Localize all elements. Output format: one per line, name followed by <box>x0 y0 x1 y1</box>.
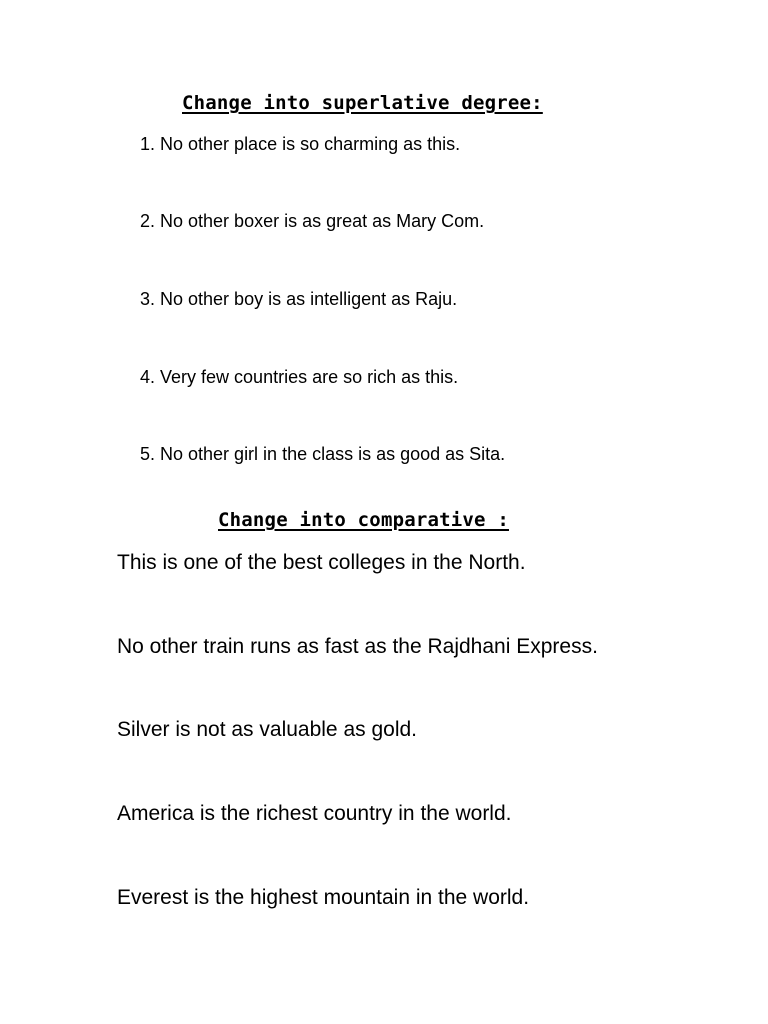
comparative-item: Everest is the highest mountain in the world. <box>117 886 530 909</box>
comparative-item: America is the richest country in the world. <box>117 802 512 825</box>
comparative-item: Silver is not as valuable as gold. <box>117 718 417 741</box>
superlative-item: 5. No other girl in the class is as good as Sita. <box>140 444 506 464</box>
comparative-item: No other train runs as fast as the Rajdhani Express. <box>117 635 598 658</box>
superlative-heading: Change into superlative degree: <box>182 92 543 114</box>
comparative-heading: Change into comparative : <box>218 509 509 531</box>
superlative-item: 1. No other place is so charming as this. <box>140 134 461 154</box>
comparative-item: This is one of the best colleges in the North. <box>117 551 526 574</box>
superlative-item: 3. No other boy is as intelligent as Raju. <box>140 289 458 309</box>
superlative-item: 2. No other boxer is as great as Mary Com. <box>140 211 485 231</box>
superlative-item: 4. Very few countries are so rich as this. <box>140 367 459 387</box>
